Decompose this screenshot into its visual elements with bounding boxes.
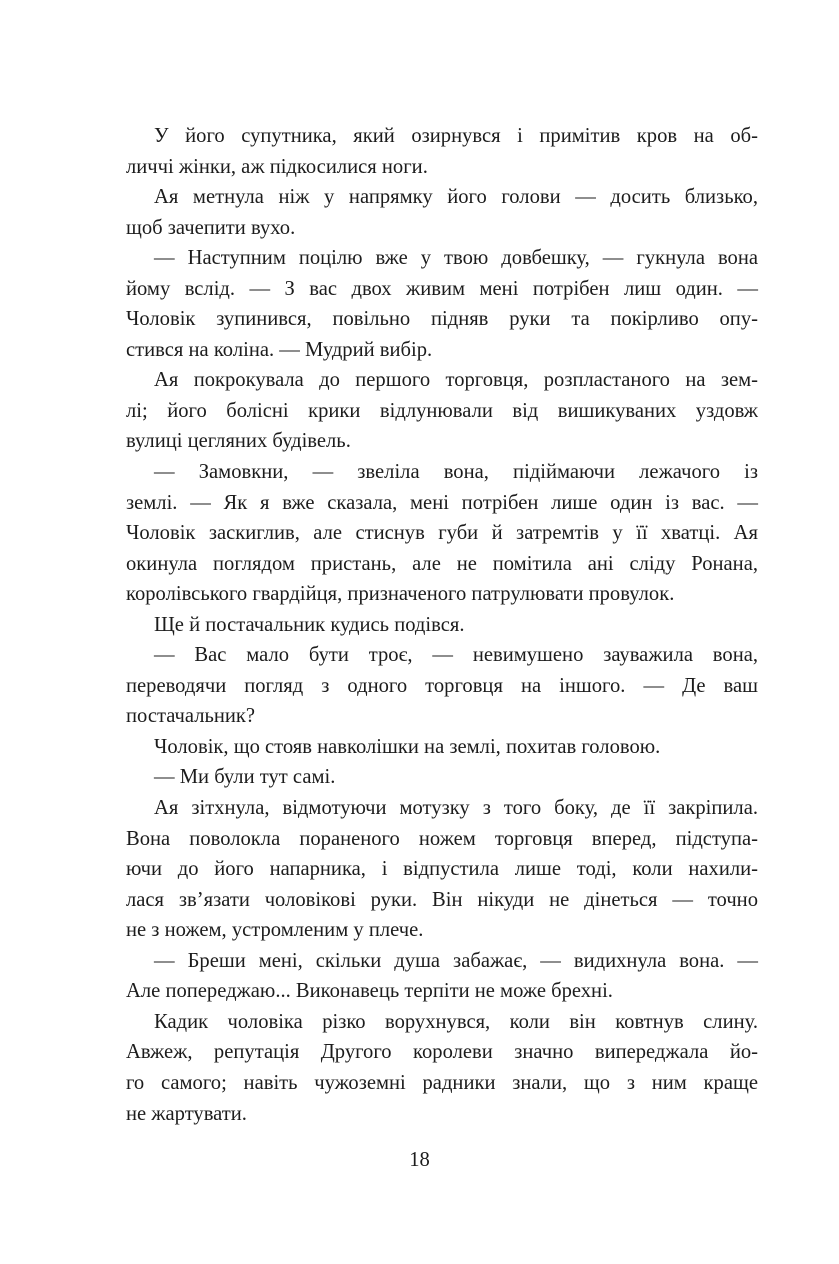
text-line: Чоловік, що стояв навколішки на землі, похитав головою.	[154, 735, 661, 758]
text-line: не з ножем, устромленим у плече.	[126, 919, 424, 942]
text-line: Ще й постачальник кудись подівся.	[154, 613, 465, 636]
text-line: переводячи погляд з одного торговця на іншого. — Де ваш	[126, 674, 758, 697]
text-line: окинула поглядом пристань, але не помітила ані сліду Ронана,	[126, 552, 758, 575]
text-line: Вона поволокла пораненого ножем торговця вперед, підступа-	[126, 827, 758, 850]
text-line: лася зв’язати чоловікові руки. Він нікуди не дінеться — точно	[126, 888, 758, 911]
text-line: щоб зачепити вухо.	[126, 216, 296, 239]
text-line: лі; його болісні крики відлунювали від вишикуваних уздовж	[126, 399, 758, 422]
page-number: 18	[409, 1149, 430, 1171]
text-line: ючи до його напарника, і відпустила лише тоді, коли нахили-	[126, 858, 758, 881]
text-line: Ая зітхнула, відмотуючи мотузку з того боку, де її закріпила.	[154, 797, 758, 820]
text-line: — Ми були тут самі.	[154, 766, 336, 789]
text-line: Чоловік заскиглив, але стиснув губи й затремтів у її хватці. Ая	[126, 522, 758, 545]
text-line: — Бреши мені, скільки душа забажає, — видихнула вона. —	[154, 949, 758, 972]
text-line: йому вслід. — З вас двох живим мені потрібен лиш один. —	[126, 277, 758, 300]
text-line: Чоловік зупинився, повільно підняв руки та покірливо опу-	[126, 308, 758, 331]
text-line: личчі жінки, аж підкосилися ноги.	[126, 155, 428, 178]
text-line: У його супутника, який озирнувся і примітив кров на об-	[154, 125, 758, 147]
text-line: землі. — Як я вже сказала, мені потрібен лише один із вас. —	[126, 491, 758, 514]
text-line: — Наступним поцілю вже у твою довбешку, — гукнула вона	[154, 247, 758, 270]
text-line: Ая метнула ніж у напрямку його голови — досить близько,	[154, 186, 758, 209]
body-text	[126, 121, 758, 1129]
text-line: го самого; навіть чужоземні радники знали, що з ним краще	[126, 1071, 758, 1094]
text-line: не жартувати.	[126, 1102, 247, 1125]
text-line: Ая покрокувала до першого торговця, розпластаного на зем-	[154, 369, 758, 392]
text-line: вулиці цегляних будівель.	[126, 430, 351, 453]
text-line: Але попереджаю... Виконавець терпіти не може брехні.	[126, 980, 613, 1003]
text-line: королівського гвардійця, призначеного патрулювати провулок.	[126, 583, 675, 606]
text-line: постачальник?	[126, 705, 256, 728]
text-line: Кадик чоловіка різко ворухнувся, коли він ковтнув слину.	[154, 1010, 758, 1033]
text-line: Авжеж, репутація Другого королеви значно випереджала йо-	[126, 1041, 758, 1064]
text-line: стився на коліна. — Мудрий вибір.	[126, 338, 433, 361]
text-line: — Вас мало бути троє, — невимушено зауважила вона,	[154, 644, 758, 667]
text-line: — Замовкни, — звеліла вона, підіймаючи лежачого із	[154, 461, 758, 484]
